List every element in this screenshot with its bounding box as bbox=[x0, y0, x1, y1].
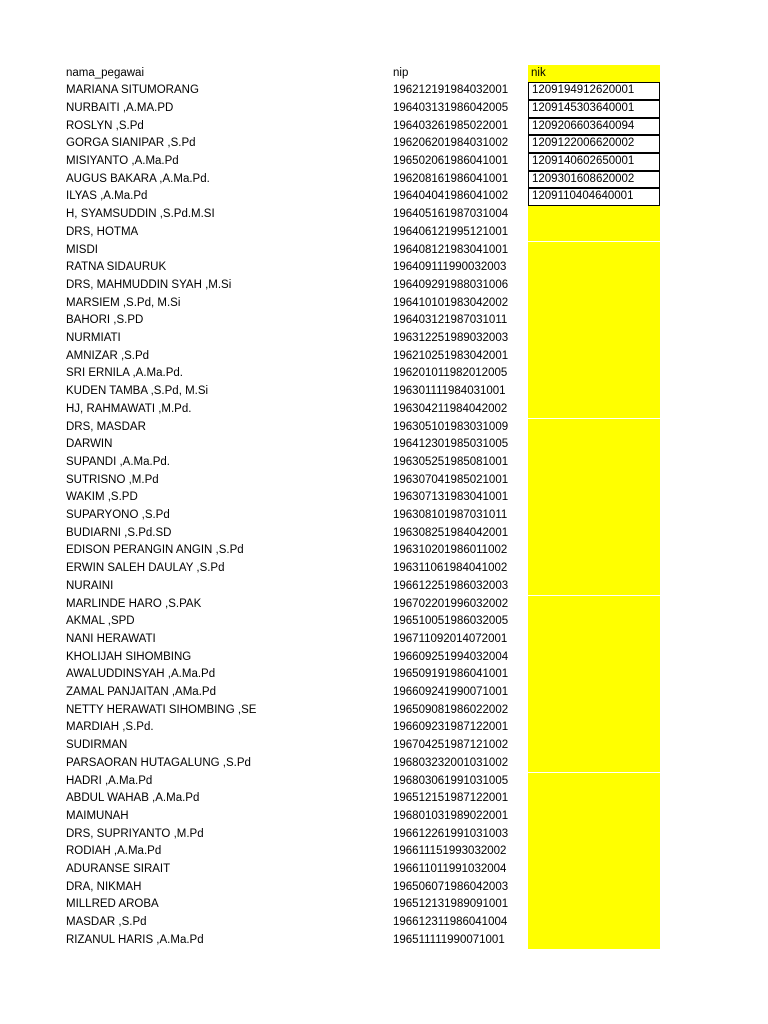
cell-nama-pegawai[interactable]: SUPARYONO ,S.Pd bbox=[66, 509, 170, 521]
cell-nama-pegawai[interactable]: GORGA SIANIPAR ,S.Pd bbox=[66, 137, 196, 150]
header-nik[interactable]: nik bbox=[528, 65, 660, 83]
table-row bbox=[0, 454, 768, 472]
cell-nip[interactable]: 196305251985081001 bbox=[393, 455, 509, 468]
cell-nama-pegawai[interactable]: MARIANA SITUMORANG bbox=[66, 84, 199, 97]
cell-nik[interactable] bbox=[528, 843, 660, 861]
cell-nama-pegawai[interactable]: KHOLIJAH SIHOMBING bbox=[66, 650, 192, 663]
cell-nip[interactable]: 196704251987121002 bbox=[393, 739, 509, 752]
table-row bbox=[0, 135, 768, 153]
table-row bbox=[0, 914, 768, 932]
cell-nip[interactable]: 196409291988031006 bbox=[393, 278, 509, 291]
cell-nip[interactable]: 196312251989032003 bbox=[393, 332, 509, 344]
header-row bbox=[0, 65, 768, 83]
cell-nama-pegawai[interactable]: AKMAL ,SPD bbox=[66, 615, 135, 628]
cell-nik[interactable]: 1209301608620002 bbox=[528, 171, 660, 189]
cell-nik[interactable] bbox=[528, 383, 660, 401]
cell-nama-pegawai[interactable]: SUTRISNO ,M.Pd bbox=[66, 473, 159, 486]
cell-nama-pegawai[interactable]: SUDIRMAN bbox=[66, 739, 128, 752]
cell-nama-pegawai[interactable]: ERWIN SALEH DAULAY ,S.Pd bbox=[66, 562, 225, 575]
cell-nik[interactable]: 1209145303640001 bbox=[528, 100, 660, 118]
cell-nip[interactable]: 196611151993032002 bbox=[393, 845, 507, 858]
cell-nip[interactable]: 196308101987031011 bbox=[393, 509, 508, 521]
cell-nip[interactable]: 196409111990032003 bbox=[393, 261, 507, 274]
cell-nama-pegawai[interactable]: DRS, MAHMUDDIN SYAH ,M.Si bbox=[66, 278, 232, 291]
table-row bbox=[0, 666, 768, 684]
cell-nama-pegawai[interactable]: AMNIZAR ,S.Pd bbox=[66, 349, 150, 362]
cell-nik[interactable]: 1209140602650001 bbox=[528, 153, 660, 171]
cell-nama-pegawai[interactable]: WAKIM ,S.PD bbox=[66, 491, 138, 504]
cell-nip[interactable]: 196506071986042003 bbox=[393, 880, 509, 893]
cell-nik[interactable] bbox=[528, 542, 660, 560]
table-row bbox=[0, 684, 768, 702]
cell-nama-pegawai[interactable]: HJ, RAHMAWATI ,M.Pd. bbox=[66, 402, 192, 415]
table-row bbox=[0, 932, 768, 950]
cell-nama-pegawai[interactable]: MILLRED AROBA bbox=[66, 898, 159, 911]
table-row bbox=[0, 118, 768, 136]
cell-nik[interactable] bbox=[528, 826, 660, 844]
cell-nip[interactable]: 196310201986011002 bbox=[393, 544, 508, 557]
cell-nama-pegawai[interactable]: ADURANSE SIRAIT bbox=[66, 863, 171, 875]
cell-nama-pegawai[interactable]: DRA, NIKMAH bbox=[66, 880, 142, 893]
table-row bbox=[0, 596, 768, 614]
cell-nik[interactable] bbox=[528, 737, 660, 755]
cell-nik[interactable] bbox=[528, 507, 660, 525]
cell-nama-pegawai[interactable]: MISDI bbox=[66, 243, 98, 256]
table-row bbox=[0, 171, 768, 189]
cell-nik[interactable] bbox=[528, 808, 660, 826]
cell-nama-pegawai[interactable]: MAIMUNAH bbox=[66, 809, 129, 822]
table-row bbox=[0, 790, 768, 808]
cell-nik[interactable] bbox=[528, 472, 660, 490]
table-row bbox=[0, 277, 768, 295]
cell-nama-pegawai[interactable]: EDISON PERANGIN ANGIN ,S.Pd bbox=[66, 544, 244, 557]
cell-nik[interactable] bbox=[528, 489, 660, 507]
cell-nip[interactable]: 196307131983041001 bbox=[393, 491, 509, 504]
cell-nip[interactable]: 196403131986042005 bbox=[393, 101, 509, 114]
table-row bbox=[0, 206, 768, 224]
cell-nik[interactable] bbox=[528, 879, 660, 897]
table-row bbox=[0, 808, 768, 826]
cell-nip[interactable]: 196609251994032004 bbox=[393, 650, 509, 663]
cell-nik[interactable] bbox=[528, 312, 660, 330]
cell-nik[interactable] bbox=[528, 578, 660, 596]
cell-nama-pegawai[interactable]: ZAMAL PANJAITAN ,AMa.Pd bbox=[66, 686, 216, 698]
cell-nama-pegawai[interactable]: MARLINDE HARO ,S.PAK bbox=[66, 597, 202, 610]
cell-nip[interactable]: 196307041985021001 bbox=[393, 473, 509, 486]
cell-nama-pegawai[interactable]: NURBAITI ,A.MA.PD bbox=[66, 101, 174, 114]
cell-nama-pegawai[interactable]: DARWIN bbox=[66, 438, 113, 451]
cell-nip[interactable]: 196305101983031009 bbox=[393, 420, 509, 433]
cell-nama-pegawai[interactable]: MARSIEM ,S.Pd, M.Si bbox=[66, 296, 181, 309]
cell-nik[interactable] bbox=[528, 330, 660, 348]
table-row bbox=[0, 472, 768, 490]
cell-nip[interactable]: 196511111990071001 bbox=[393, 933, 505, 946]
table-row bbox=[0, 242, 768, 260]
cell-nama-pegawai[interactable]: PARSAORAN HUTAGALUNG ,S.Pd bbox=[66, 756, 251, 769]
cell-nip[interactable]: 196512131989091001 bbox=[393, 898, 509, 911]
table-row bbox=[0, 330, 768, 348]
table-row bbox=[0, 649, 768, 667]
cell-nik[interactable]: 1209122006620002 bbox=[528, 135, 660, 153]
table-row bbox=[0, 843, 768, 861]
cell-nip[interactable]: 196801031989022001 bbox=[393, 809, 509, 822]
cell-nik[interactable] bbox=[528, 684, 660, 702]
cell-nip[interactable]: 196612311986041004 bbox=[393, 916, 508, 929]
cell-nip[interactable]: 196405161987031004 bbox=[393, 208, 509, 221]
cell-nik[interactable] bbox=[528, 702, 660, 720]
cell-nama-pegawai[interactable]: AWALUDDINSYAH ,A.Ma.Pd bbox=[66, 668, 216, 681]
cell-nip[interactable]: 196210251983042001 bbox=[393, 349, 509, 362]
cell-nip[interactable]: 196509191986041001 bbox=[393, 668, 509, 681]
cell-nik[interactable] bbox=[528, 666, 660, 684]
cell-nik[interactable] bbox=[528, 861, 660, 879]
table-row bbox=[0, 560, 768, 578]
cell-nama-pegawai[interactable]: DRS, HOTMA bbox=[66, 225, 139, 238]
table-row bbox=[0, 755, 768, 773]
cell-nip[interactable]: 196301111984031001 bbox=[393, 385, 506, 398]
cell-nik[interactable] bbox=[528, 914, 660, 932]
cell-nik[interactable] bbox=[528, 224, 660, 242]
cell-nik[interactable] bbox=[528, 896, 660, 914]
cell-nama-pegawai[interactable]: NANI HERAWATI bbox=[66, 632, 156, 645]
cell-nama-pegawai[interactable]: ROSLYN ,S.Pd bbox=[66, 119, 144, 132]
cell-nik[interactable] bbox=[528, 348, 660, 366]
cell-nik[interactable] bbox=[528, 277, 660, 295]
cell-nip[interactable]: 196404041986041002 bbox=[393, 190, 509, 203]
cell-nik[interactable]: 1209194912620001 bbox=[528, 82, 660, 100]
table-row bbox=[0, 542, 768, 560]
cell-nip[interactable]: 196803232001031002 bbox=[393, 756, 509, 769]
cell-nip[interactable]: 196311061984041002 bbox=[393, 562, 508, 575]
cell-nama-pegawai[interactable]: H, SYAMSUDDIN ,S.Pd.M.SI bbox=[66, 208, 215, 221]
cell-nik[interactable] bbox=[528, 596, 660, 614]
cell-nip[interactable]: 196803061991031005 bbox=[393, 774, 509, 787]
cell-nip[interactable]: 196406121995121001 bbox=[393, 225, 509, 238]
cell-nama-pegawai[interactable]: NETTY HERAWATI SIHOMBING ,SE bbox=[66, 703, 257, 716]
cell-nik[interactable] bbox=[528, 932, 660, 950]
cell-nik[interactable] bbox=[528, 401, 660, 419]
table-row bbox=[0, 613, 768, 631]
cell-nik[interactable] bbox=[528, 649, 660, 667]
cell-nik[interactable] bbox=[528, 790, 660, 808]
cell-nip[interactable]: 196408121983041001 bbox=[393, 243, 509, 256]
cell-nip[interactable]: 196206201984031002 bbox=[393, 137, 509, 150]
cell-nik[interactable] bbox=[528, 419, 660, 437]
table-row bbox=[0, 401, 768, 419]
cell-nama-pegawai[interactable]: NURMIATI bbox=[66, 332, 121, 344]
cell-nip[interactable]: 196212191984032001 bbox=[393, 84, 509, 97]
cell-nama-pegawai[interactable]: RODIAH ,A.Ma.Pd bbox=[66, 845, 162, 858]
cell-nip[interactable]: 196612261991031003 bbox=[393, 827, 509, 840]
cell-nama-pegawai[interactable]: HADRI ,A.Ma.Pd bbox=[66, 774, 153, 787]
cell-nama-pegawai[interactable]: MARDIAH ,S.Pd. bbox=[66, 721, 154, 734]
table-row bbox=[0, 295, 768, 313]
table-row bbox=[0, 259, 768, 277]
cell-nik[interactable] bbox=[528, 525, 660, 543]
cell-nip[interactable]: 196308251984042001 bbox=[393, 526, 509, 539]
cell-nama-pegawai[interactable]: RIZANUL HARIS ,A.Ma.Pd bbox=[66, 933, 204, 946]
cell-nik[interactable] bbox=[528, 613, 660, 631]
cell-nip[interactable]: 196502061986041001 bbox=[393, 155, 509, 167]
cell-nik[interactable]: 1209110404640001 bbox=[528, 188, 660, 206]
cell-nik[interactable] bbox=[528, 773, 660, 791]
cell-nip[interactable]: 196702201996032002 bbox=[393, 597, 509, 610]
table-row bbox=[0, 419, 768, 437]
table-row bbox=[0, 365, 768, 383]
cell-nama-pegawai[interactable]: KUDEN TAMBA ,S.Pd, M.Si bbox=[66, 385, 209, 398]
table-row bbox=[0, 348, 768, 366]
table-row bbox=[0, 489, 768, 507]
cell-nik[interactable] bbox=[528, 719, 660, 737]
cell-nama-pegawai[interactable]: ILYAS ,A.Ma.Pd bbox=[66, 190, 148, 203]
cell-nip[interactable]: 196208161986041001 bbox=[393, 172, 509, 185]
cell-nama-pegawai[interactable]: BUDIARNI ,S.Pd.SD bbox=[66, 526, 172, 539]
cell-nik[interactable] bbox=[528, 631, 660, 649]
cell-nama-pegawai[interactable]: SRI ERNILA ,A.Ma.Pd. bbox=[66, 367, 183, 380]
table-row bbox=[0, 383, 768, 401]
cell-nip[interactable]: 196609231987122001 bbox=[393, 721, 509, 734]
table-row bbox=[0, 525, 768, 543]
cell-nama-pegawai[interactable]: RATNA SIDAURUK bbox=[66, 261, 167, 274]
cell-nik[interactable] bbox=[528, 454, 660, 472]
cell-nama-pegawai[interactable]: NURAINI bbox=[66, 579, 114, 592]
cell-nip[interactable]: 196609241990071001 bbox=[393, 686, 509, 698]
cell-nip[interactable]: 196612251986032003 bbox=[393, 579, 509, 592]
table-row bbox=[0, 507, 768, 525]
table-row bbox=[0, 719, 768, 737]
table-row bbox=[0, 826, 768, 844]
cell-nama-pegawai[interactable]: MASDAR ,S.Pd bbox=[66, 916, 147, 929]
table-row bbox=[0, 578, 768, 596]
cell-nik[interactable]: 1209206603640094 bbox=[528, 118, 660, 136]
cell-nip[interactable]: 196512151987122001 bbox=[393, 792, 509, 805]
cell-nik[interactable] bbox=[528, 259, 660, 277]
cell-nama-pegawai[interactable]: DRS, SUPRIYANTO ,M.Pd bbox=[66, 827, 204, 840]
cell-nik[interactable] bbox=[528, 560, 660, 578]
table-row bbox=[0, 100, 768, 118]
cell-nik[interactable] bbox=[528, 242, 660, 260]
cell-nama-pegawai[interactable]: AUGUS BAKARA ,A.Ma.Pd. bbox=[66, 172, 210, 185]
table-row bbox=[0, 737, 768, 755]
cell-nip[interactable]: 196711092014072001 bbox=[393, 632, 508, 645]
table-row bbox=[0, 188, 768, 206]
table-row bbox=[0, 631, 768, 649]
table-row bbox=[0, 896, 768, 914]
cell-nip[interactable]: 196201011982012005 bbox=[393, 367, 508, 380]
cell-nama-pegawai[interactable]: BAHORI ,S.PD bbox=[66, 314, 144, 327]
header-nama-pegawai[interactable]: nama_pegawai bbox=[66, 66, 145, 79]
cell-nama-pegawai[interactable]: DRS, MASDAR bbox=[66, 420, 146, 433]
cell-nip[interactable]: 196403261985022001 bbox=[393, 119, 509, 132]
table-row bbox=[0, 312, 768, 330]
cell-nik[interactable] bbox=[528, 206, 660, 224]
table-row bbox=[0, 861, 768, 879]
table-row bbox=[0, 436, 768, 454]
cell-nik[interactable] bbox=[528, 436, 660, 454]
cell-nip[interactable]: 196509081986022002 bbox=[393, 703, 509, 716]
cell-nama-pegawai[interactable]: MISIYANTO ,A.Ma.Pd bbox=[66, 155, 179, 167]
table-row bbox=[0, 82, 768, 100]
table-row bbox=[0, 773, 768, 791]
cell-nik[interactable] bbox=[528, 295, 660, 313]
header-nip[interactable]: nip bbox=[393, 66, 409, 79]
table-row bbox=[0, 702, 768, 720]
table-row bbox=[0, 153, 768, 171]
table-row bbox=[0, 879, 768, 897]
cell-nip[interactable]: 196412301985031005 bbox=[393, 438, 509, 451]
cell-nama-pegawai[interactable]: ABDUL WAHAB ,A.Ma.Pd bbox=[66, 792, 200, 805]
cell-nip[interactable]: 196510051986032005 bbox=[393, 615, 509, 628]
cell-nik[interactable] bbox=[528, 755, 660, 773]
cell-nik[interactable] bbox=[528, 365, 660, 383]
table-row bbox=[0, 224, 768, 242]
cell-nama-pegawai[interactable]: SUPANDI ,A.Ma.Pd. bbox=[66, 455, 170, 468]
cell-nip[interactable]: 196403121987031011 bbox=[393, 314, 508, 327]
cell-nip[interactable]: 196304211984042002 bbox=[393, 402, 508, 415]
cell-nip[interactable]: 196611011991032004 bbox=[393, 863, 507, 875]
cell-nip[interactable]: 196410101983042002 bbox=[393, 296, 509, 309]
